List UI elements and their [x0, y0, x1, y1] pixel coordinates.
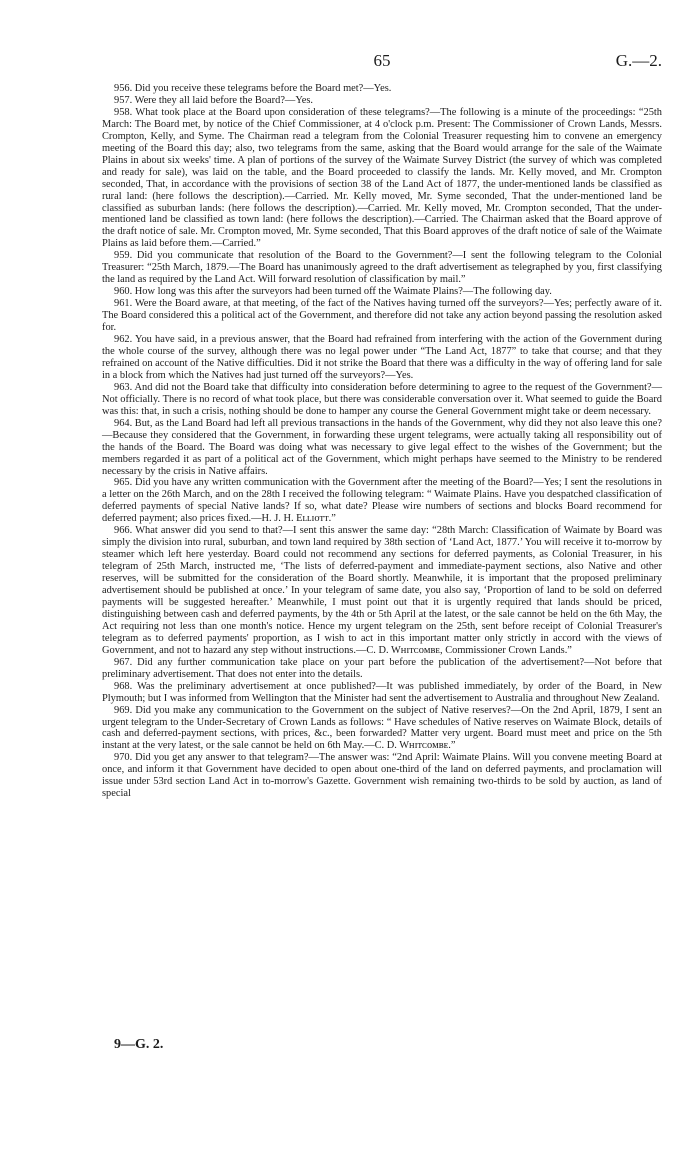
paragraph-961: 961. Were the Board aware, at that meeting, of the fact of the Natives having turned off the surveyors?—Yes; perfectly aware of it. The Board considered this a political act of the Government, and therefore did not take any action beyond passing the resolution asked for. [102, 298, 662, 334]
paragraph-969: 969. Did you make any communication to the Government on the subject of Native reserves?—On the 2nd April, 1879, I sent an urgent telegram to the Under-Secretary of Crown Lands as follows: “ Have schedules of Native reserves on Waimate Block, details of cash and deferred-payment sections, with prices, &c., been forwarded? Matter very urgent. Board must meet and price on the 5th instant at the very latest, or the sale cannot be held on 6th May.—C. D. Wʜɪᴛᴄᴏᴍʙᴇ.” [102, 704, 662, 752]
paragraph-956: 956. Did you receive these telegrams before the Board met?—Yes. [114, 83, 392, 94]
paragraph-967: 967. Did any further communication take place on your part before the publication of the advertisement?—Not before that preliminary advertisement. That does not enter into the details. [102, 656, 662, 680]
paragraph-970: 970. Did you get any answer to that telegram?—The answer was: “2nd April: Waimate Plains. Will you convene meeting Board at once, and inform it that Government have decided to open about one-third of the land on deferred payments, and proclamation will issue under 53rd section Land Act in to-morrow's Gazette. Government wish remaining two-thirds to be sold by auction, as land of special [102, 752, 662, 800]
paragraph-968: 968. Was the preliminary advertisement at once published?—It was published immediately, by order of the Board, in New Plymouth; but I was informed from Wellington that the Minister had sent the advertisement to Australia and throughout New Zealand. [102, 680, 662, 704]
paragraph-965: 965. Did you have any written communication with the Government after the meeting of the Board?—Yes; I sent the resolutions in a letter on the 26th March, and on the 28th I received the following telegram: “ Waimate Plains. Have you despatched classification of deferred payments of special Native lands? If so, what date? Please wire numbers of sections and blocks Board recommend for deferred payment; also prices fixed.—H. J. H. Eʟʟɪᴏᴛᴛ.” [102, 477, 662, 525]
paragraph-959: 959. Did you communicate that resolution of the Board to the Government?—I sent the following telegram to the Colonial Treasurer: “25th March, 1879.—The Board has unanimously agreed to the draft advertisement as telegraphed by you, first classifying the land as required by the Land Act. Will forward resolution of classification by mail.” [102, 250, 662, 286]
paragraph-964: 964. But, as the Land Board had left all previous transactions in the hands of the Government, why did they not also leave this one?—Because they considered that the Government, in forwarding these urgent telegrams, were actually taking all responsibility out of the hands of the Board. The Board was doing what was necessary to give legal effect to the wishes of the Government; but the members regarded it as part of a political act of the Government, which might perhaps have seemed to the Ministry to be rendered necessary by the crisis in Native affairs. [102, 417, 662, 477]
page-header [102, 51, 662, 71]
paragraph-958: 958. What took place at the Board upon consideration of these telegrams?—The following is a minute of the proceedings: “25th March: The Board met, by notice of the Chief Commissioner, at 4 o'clock p.m. Present: The Commissioner of Crown Lands, Messrs. Crompton, Kelly, and Syme. The Chairman read a telegram from the Colonial Treasurer requesting him to convene an emergency meeting of the Board this day; also, two telegrams from the same, asking that the Board would arrange for the sale of the Waimate Plains in about six weeks' time. A plan of portions of the survey of the Waimate Survey District (the survey of which was completed and ready for sale), was laid on the table, and the Board proceeded to classify the lands. Mr. Kelly moved, and Mr. Crompton seconded, That, in accordance with the provisions of section 38 of the Land Act of 1877, the under-mentioned lands be classified as rural land: (here follows the description).—Carried. Mr. Kelly moved, Mr. Syme seconded, That the under-mentioned land be classified as suburban lands: (here follows the description).—Carried. Mr. Kelly moved, Mr. Crompton seconded, That the under-mentioned land be classified as town land: (here follows the description).—Carried. The Chairman asked that the Board approve of the draft notice of sale. Mr. Crompton moved, Mr. Syme seconded, That this Board approves of the draft notice of sale of the Waimate Plains as laid before them.—Carried.” [102, 106, 662, 250]
document-reference: G.—2. [615, 51, 662, 70]
paragraph-960: 960. How long was this after the surveyors had been turned off the Waimate Plains?—The following day. [114, 286, 552, 298]
page-signature: 9—G. 2. [114, 1037, 164, 1052]
paragraph-957: 957. Were they all laid before the Board?—Yes. [114, 94, 314, 106]
paragraph-966: 966. What answer did you send to that?—I sent this answer the same day: “28th March: Classification of Waimate by Board was simply the division into rural, suburban, and town land required by 38th section of ‘Land Act, 1877.’ You will receive it to-morrow by steamer which left here yesterday. Board could not recommend any sections for deferred payments, as Colonial Treasurer, in his telegram of 25th March, instructed me, ‘The lists of deferred-payment and immediate-payment sections, also Native and other reserves, will be submitted for the consideration of the Board shortly. Meanwhile, it is important that the proposed preliminary advertisement should be published at once.’ In your telegram of same date, you also say, ‘Proportion of land to be sold on deferred payments will be suggested hereafter.’ Meanwhile, I must point out that it is urgently required that lands should be priced, distinguishing between cash and deferred payments, by the 4th or 5th April at the latest, or the sale cannot be held on the 6th May, the Act requiring not less than one month's notice. Hence my urgent telegram on the 25th, sent before receipt of Colonial Treasurer's telegram as to deferred payments' proportion, as I wish to act in this important matter only strictly in accord with the views of Government, and not to hazard any step without instructions.—C. D. Wʜɪᴛᴄᴏᴍʙᴇ, Commissioner Crown Lands.” [102, 525, 662, 656]
paragraph-962: 962. You have said, in a previous answer, that the Board had refrained from interfering with the action of the Government during the whole course of the survey, although there was no legal power under “The Land Act, 1877” to take that course; and that they refrained on account of the Native difficulties. Did it not strike the Board that there was a difficulty in the way of offering land for sale in a block from which the Natives had just turned off the surveyors?—Yes. [102, 334, 662, 381]
page-number: 65 [373, 51, 391, 70]
paragraph-963: 963. And did not the Board take that difficulty into consideration before determining to agree to the request of the Government?—Not officially. There is no record of what took place, but there was considerable conversation over it. What seemed to guide the Board was this: that, in such a crisis, nothing should be done to hamper any course the General Government might take or deem necessary. [102, 381, 662, 417]
page-body [102, 83, 662, 800]
